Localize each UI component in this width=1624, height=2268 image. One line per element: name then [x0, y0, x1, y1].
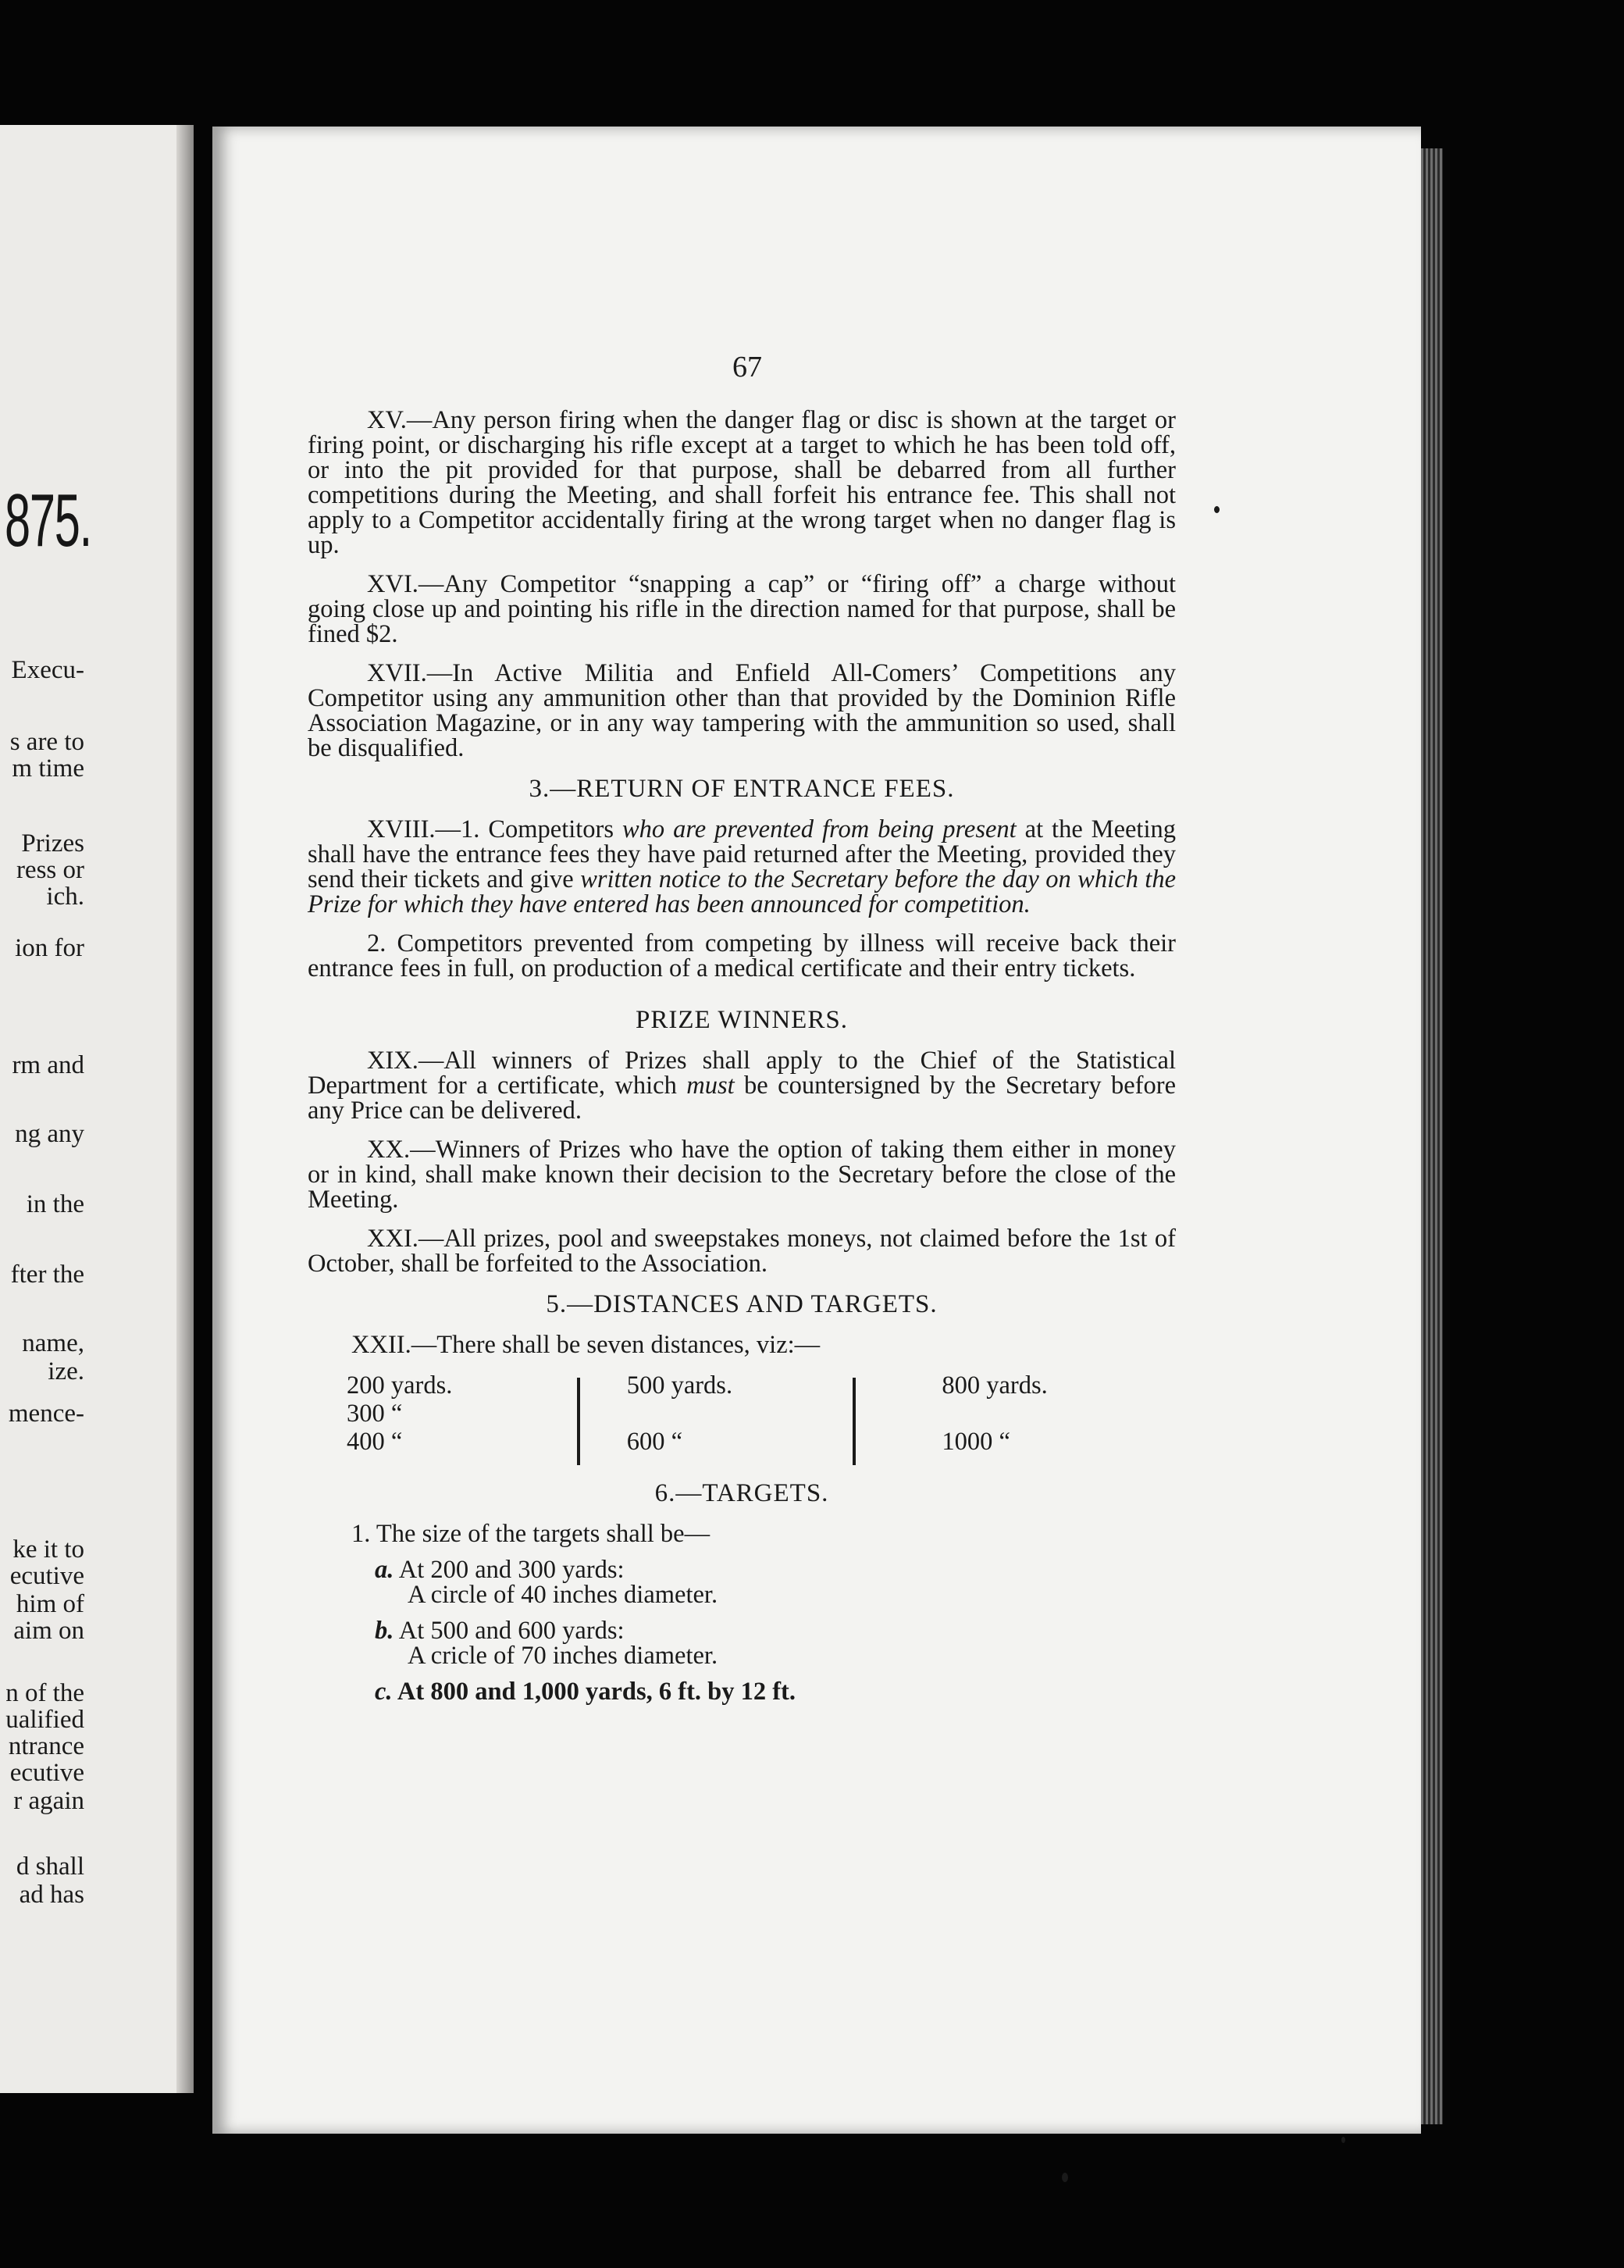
rule-xviii — [308, 817, 1176, 917]
scan-speck — [1214, 506, 1220, 513]
distance-value: 800 yards. — [942, 1371, 1048, 1400]
scan-speck — [1062, 2173, 1068, 2182]
distance-value: 600 “ — [626, 1428, 682, 1456]
rule-xxi: XXI.—All prizes, pool and sweepstakes moneys, not claimed before the 1st of October, shall be forfeited to the Association. — [308, 1225, 1176, 1278]
rule-xix — [308, 1048, 1176, 1123]
rule-xxii: XXII.—There shall be seven distances, viz:— — [351, 1331, 821, 1359]
target-label: b. — [375, 1617, 394, 1645]
section-heading-prize-winners: PRIZE WINNERS. — [636, 1006, 848, 1034]
page-gutter-shadow — [176, 125, 194, 2093]
distance-value: 200 yards. — [347, 1371, 453, 1400]
rule-xviii-2: 2. Competitors prevented from competing by illness will receive back their entrance fees in full, on production of a medical certificate and their entry tickets. — [308, 929, 1176, 982]
rule-xix-text: XIX.—All winners of Prizes shall apply to the Chief of the Statistical Department for a certificate, which — [308, 1047, 1176, 1100]
target-range: At 200 and 300 yards: — [398, 1556, 625, 1584]
rule-xviii-text: XVIII.—1. Competitors — [367, 815, 622, 843]
line-fragment: fter the — [10, 1261, 84, 1289]
line-fragment: r again — [13, 1787, 84, 1815]
line-fragment: aim on — [13, 1617, 84, 1645]
rule-xviii-italic: who are prevented from being present — [621, 815, 1017, 843]
line-fragment: ich. — [46, 883, 84, 911]
page-body — [308, 408, 1176, 1704]
line-fragment: ke it to — [12, 1535, 84, 1564]
scan-speck — [1341, 2137, 1345, 2143]
line-fragment: ualified — [5, 1706, 84, 1734]
rule-xx: XX.—Winners of Prizes who have the option of taking them either in money or in kind, shall make known their decision to the Secretary before the close of the Meeting. — [308, 1136, 1176, 1214]
line-fragment: n of the — [5, 1679, 84, 1707]
line-fragment: ecutive — [9, 1562, 84, 1590]
target-detail: A circle of 40 inches diameter. — [408, 1581, 718, 1609]
line-fragment: ize. — [48, 1357, 84, 1385]
line-fragment: mence- — [8, 1400, 84, 1428]
line-fragment: ng any — [15, 1120, 84, 1148]
line-fragment: in the — [26, 1190, 84, 1218]
distances-column-1 — [347, 1371, 577, 1456]
line-fragment: rm and — [12, 1051, 84, 1079]
target-label: c. — [375, 1678, 393, 1706]
line-fragment: name, — [22, 1329, 84, 1357]
target-label: a. — [375, 1556, 394, 1584]
distances-table — [347, 1371, 1176, 1465]
line-fragment: d shall — [16, 1853, 84, 1881]
year-heading-fragment: 875. — [5, 479, 91, 562]
line-fragment: Execu- — [11, 656, 84, 684]
distance-value: 300 “ — [347, 1400, 403, 1428]
section-heading-targets: 6.—TARGETS. — [654, 1479, 829, 1507]
line-fragment: ion for — [15, 934, 84, 962]
line-fragment: ecutive — [9, 1759, 84, 1787]
distance-value: 1000 “ — [942, 1428, 1010, 1456]
distance-value: 400 “ — [347, 1428, 403, 1456]
rule-xvii: XVII.—In Active Militia and Enfield All-Comers’ Competitions any Competitor using any ammunition other than that provided by the Dominion Rifle Association Magazine, or in any way tampering with the ammunition so used, shall be disqualified. — [308, 659, 1176, 762]
target-item-a — [375, 1557, 1176, 1607]
distance-value: 500 yards. — [626, 1371, 733, 1400]
target-range: At 500 and 600 yards: — [398, 1617, 625, 1645]
section-heading-distances: 5.—DISTANCES AND TARGETS. — [546, 1290, 938, 1318]
distances-column-2 — [580, 1371, 853, 1456]
line-fragment: ad has — [19, 1881, 84, 1909]
line-fragment: m time — [12, 754, 84, 783]
line-fragment: Prizes — [21, 829, 84, 858]
page-edge-stack — [1421, 148, 1443, 2124]
distances-column-3 — [856, 1371, 1176, 1456]
rule-xviii-text: at the Meeting shall have the entrance fees they have paid returned after the Meeting, provided they send their tickets and give — [308, 815, 1176, 893]
rule-xix-italic: must — [686, 1072, 735, 1100]
previous-page-fragment — [0, 125, 194, 2093]
page-number: 67 — [732, 351, 762, 383]
target-range: At 800 and 1,000 yards, 6 ft. by 12 ft. — [397, 1678, 796, 1706]
targets-intro: 1. The size of the targets shall be— — [351, 1520, 710, 1548]
rule-xviii-italic: written notice to the Secretary before the day on which the Prize for which they have entered has been announced for competition. — [308, 865, 1176, 918]
target-detail: A cricle of 70 inches diameter. — [408, 1642, 718, 1670]
target-item-c — [375, 1679, 1176, 1704]
section-heading-entrance-fees: 3.—RETURN OF ENTRANCE FEES. — [529, 775, 955, 803]
rule-xv: XV.—Any person firing when the danger flag or disc is shown at the target or firing point, or discharging his rifle except at a target to which he has been told off, or into the pit provided for that purpose, shall be debarred from all further competitions during the Meeting, and shall forfeit his entrance fee. This shall not apply to a Competitor accidentally firing at the wrong target when no danger flag is up. — [308, 406, 1176, 559]
target-item-b — [375, 1618, 1176, 1668]
line-fragment: s are to — [9, 728, 84, 756]
line-fragment: ress or — [16, 856, 84, 884]
rule-xix-text: be countersigned by the Secretary before any Price can be delivered. — [308, 1072, 1176, 1125]
rule-xvi: XVI.—Any Competitor “snapping a cap” or “firing off” a charge without going close up and pointing his rifle in the direction named for that purpose, shall be fined $2. — [308, 570, 1176, 648]
line-fragment: ntrance — [8, 1732, 84, 1760]
line-fragment: him of — [16, 1590, 84, 1618]
